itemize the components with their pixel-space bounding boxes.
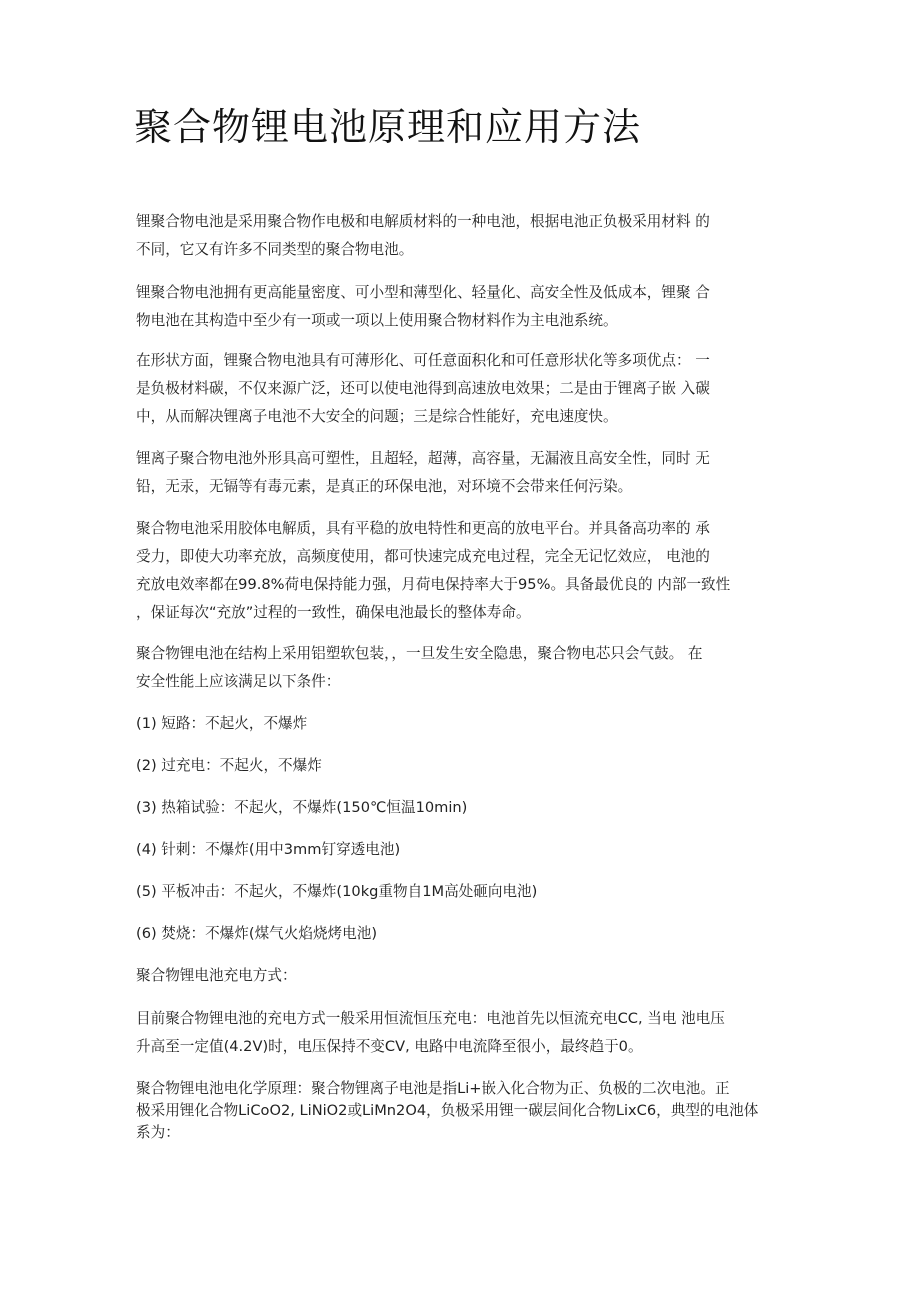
document-title: 聚合物锂电池原理和应用方法 <box>134 105 642 149</box>
text-line: (1) 短路：不起火，不爆炸 <box>136 715 308 732</box>
paragraph <box>136 1005 796 1061</box>
paragraph <box>136 962 796 990</box>
safety-condition-item <box>136 794 796 822</box>
text-line: 不同，它又有许多不同类型的聚合物电池。 <box>136 241 414 258</box>
text-line: 极采用锂化合物LiCoO2, LiNiO2或LiMn2O4，负极采用锂一碳层间化合物LixC6，典型的电池体 <box>136 1102 759 1119</box>
paragraph <box>136 1078 796 1144</box>
paragraph <box>136 515 796 627</box>
text-line: 安全性能上应该满足以下条件： <box>136 673 341 690</box>
paragraph <box>136 208 796 264</box>
safety-condition-item <box>136 752 796 780</box>
paragraph <box>136 640 796 696</box>
text-line: 在形状方面，锂聚合物电池具有可薄形化、可任意面积化和可任意形状化等多项优点： 一 <box>136 352 710 369</box>
text-line: 锂聚合物电池拥有更高能量密度、可小型和薄型化、轻量化、高安全性及低成本，锂聚 合 <box>136 284 710 301</box>
safety-condition-item <box>136 878 796 906</box>
text-line: (6) 焚烧：不爆炸(煤气火焰烧烤电池) <box>136 925 378 942</box>
text-line: 目前聚合物锂电池的充电方式一般采用恒流恒压充电：电池首先以恒流充电CC, 当电 池电压 <box>136 1010 725 1027</box>
text-line: ，保证每次“充放”过程的一致性，确保电池最长的整体寿命。 <box>136 604 531 621</box>
text-line: 聚合物电池采用胶体电解质，具有平稳的放电特性和更高的放电平台。并具备高功率的 承 <box>136 520 710 537</box>
text-line: (3) 热箱试验：不起火，不爆炸(150℃恒温10min) <box>136 799 468 816</box>
text-line: 锂聚合物电池是采用聚合物作电极和电解质材料的一种电池，根据电池正负极采用材料 的 <box>136 213 710 230</box>
text-line: 聚合物锂电池充电方式： <box>136 967 297 984</box>
paragraph <box>136 347 796 431</box>
safety-condition-item <box>136 920 796 948</box>
text-line: 充放电效率都在99.8%荷电保持能力强，月荷电保持率大于95%。具备最优良的 内部一致性 <box>136 576 731 593</box>
text-line: 中，从而解决锂离子电池不大安全的问题；三是综合性能好，充电速度快。 <box>136 408 618 425</box>
text-line: 受力，即使大功率充放，高频度使用，都可快速完成充电过程，完全无记忆效应， 电池的 <box>136 548 710 565</box>
text-line: (5) 平板冲击：不起火，不爆炸(10kg重物自1M高处砸向电池) <box>136 883 538 900</box>
safety-condition-item <box>136 710 796 738</box>
text-line: 系为： <box>136 1124 180 1141</box>
paragraph <box>136 279 796 335</box>
paragraph <box>136 445 796 501</box>
text-line: 是负极材料碳，不仅来源广泛，还可以使电池得到高速放电效果；二是由于锂离子嵌 入碳 <box>136 380 710 397</box>
text-line: 升高至一定值(4.2V)时，电压保持不变CV, 电路中电流降至很小，最终趋于0。 <box>136 1038 643 1055</box>
text-line: (2) 过充电：不起火，不爆炸 <box>136 757 322 774</box>
text-line: 物电池在其构造中至少有一项或一项以上使用聚合物材料作为主电池系统。 <box>136 312 618 329</box>
text-line: (4) 针刺：不爆炸(用中3mm钉穿透电池) <box>136 841 401 858</box>
text-line: 铅，无汞，无镉等有毒元素，是真正的环保电池，对环境不会带来任何污染。 <box>136 478 633 495</box>
safety-condition-item <box>136 836 796 864</box>
text-line: 聚合物锂电池电化学原理：聚合物锂离子电池是指Li+嵌入化合物为正、负极的二次电池。正 <box>136 1080 730 1097</box>
text-line: 锂离子聚合物电池外形具高可塑性，且超轻，超薄，高容量，无漏液且高安全性，同时 无 <box>136 450 710 467</box>
text-line: 聚合物锂电池在结构上采用铝塑软包装，，一旦发生安全隐患，聚合物电芯只会气鼓。 在 <box>136 645 703 662</box>
